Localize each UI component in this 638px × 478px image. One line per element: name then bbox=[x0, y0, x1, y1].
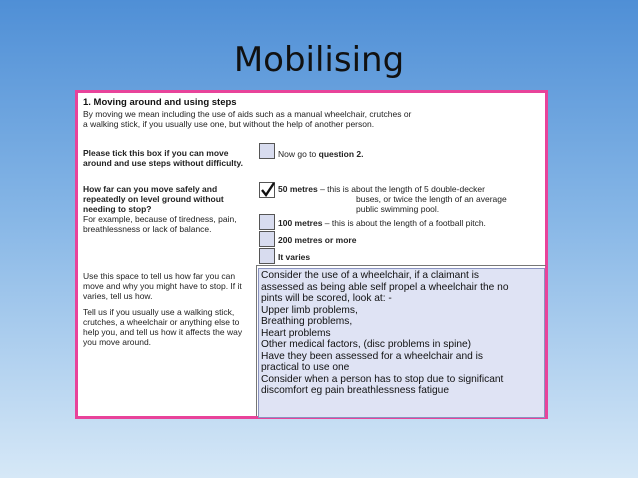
goto-question-link: question 2. bbox=[318, 149, 364, 159]
option-varies-label bbox=[278, 252, 310, 262]
option-200-title: 200 metres or more bbox=[278, 235, 357, 245]
option-50-checkbox[interactable] bbox=[259, 182, 275, 198]
option-200-label bbox=[278, 235, 356, 245]
answer-line: Have they been assessed for a wheelchair and is bbox=[261, 350, 483, 362]
answer-line: assessed as being able self propel a wheelchair the no bbox=[261, 281, 509, 293]
space-prompt-1: Use this space to tell us how far you can move and why you might have to stop. If it varies, tell us how. bbox=[83, 271, 242, 301]
option-50-label bbox=[278, 184, 485, 194]
form-content bbox=[78, 93, 545, 416]
answer-divider-horizontal bbox=[256, 265, 546, 266]
option-50-title: 50 metres bbox=[278, 184, 318, 194]
space-prompt-2: Tell us if you usually use a walking stick, crutches, a wheelchair or anything else to help you, and tell us how it affects the way you move around. bbox=[83, 307, 243, 347]
option-50-desc-line3: public swimming pool. bbox=[356, 204, 440, 214]
answer-line: Consider when a person has to stop due to significant bbox=[261, 373, 504, 385]
goto-text bbox=[278, 149, 364, 159]
goto-prefix: Now go to bbox=[278, 149, 319, 159]
question-intro: By moving we mean including the use of aids such as a manual wheelchair, crutches or a walking stick, if you usually use one, but without the help of another person. bbox=[83, 109, 412, 129]
answer-line: practical to use one bbox=[261, 362, 350, 373]
distance-example: For example, because of tiredness, pain, breathlessness or lack of balance. bbox=[83, 214, 237, 234]
question-heading: 1. Moving around and using steps bbox=[83, 97, 237, 108]
form-frame bbox=[75, 90, 548, 419]
option-100-desc: – this is about the length of a football pitch. bbox=[322, 218, 486, 228]
option-100-checkbox[interactable] bbox=[259, 214, 275, 230]
answer-line: Breathing problems, bbox=[261, 316, 353, 327]
option-100-label bbox=[278, 218, 486, 228]
no-difficulty-checkbox[interactable] bbox=[259, 143, 275, 159]
distance-question: How far can you move safely and repeatedly on level ground without needing to stop? bbox=[83, 184, 224, 214]
option-varies-title: It varies bbox=[278, 252, 311, 262]
answer-line: discomfort eg pain breathlessness fatigue bbox=[261, 385, 450, 396]
option-50-desc: – this is about the length of 5 double-decker bbox=[317, 184, 485, 194]
answer-line: Upper limb problems, bbox=[261, 304, 358, 316]
option-200-checkbox[interactable] bbox=[259, 231, 275, 247]
answer-text-area[interactable] bbox=[258, 268, 545, 418]
option-100-title: 100 metres bbox=[278, 218, 323, 228]
check-icon bbox=[260, 182, 276, 198]
answer-line: Consider the use of a wheelchair, if a claimant is bbox=[261, 270, 480, 281]
option-varies-checkbox[interactable] bbox=[259, 248, 275, 264]
answer-line: Other medical factors, (disc problems in spine) bbox=[261, 339, 472, 350]
tick-prompt: Please tick this box if you can move around and use steps without difficulty. bbox=[83, 148, 243, 168]
slide-title: Mobilising bbox=[233, 40, 405, 80]
option-50-desc-line2: buses, or twice the length of an average bbox=[356, 194, 507, 204]
answer-line: Heart problems bbox=[261, 327, 331, 339]
answer-divider-vertical bbox=[256, 265, 257, 416]
answer-line: pints will be scored, look at: - bbox=[261, 293, 392, 304]
